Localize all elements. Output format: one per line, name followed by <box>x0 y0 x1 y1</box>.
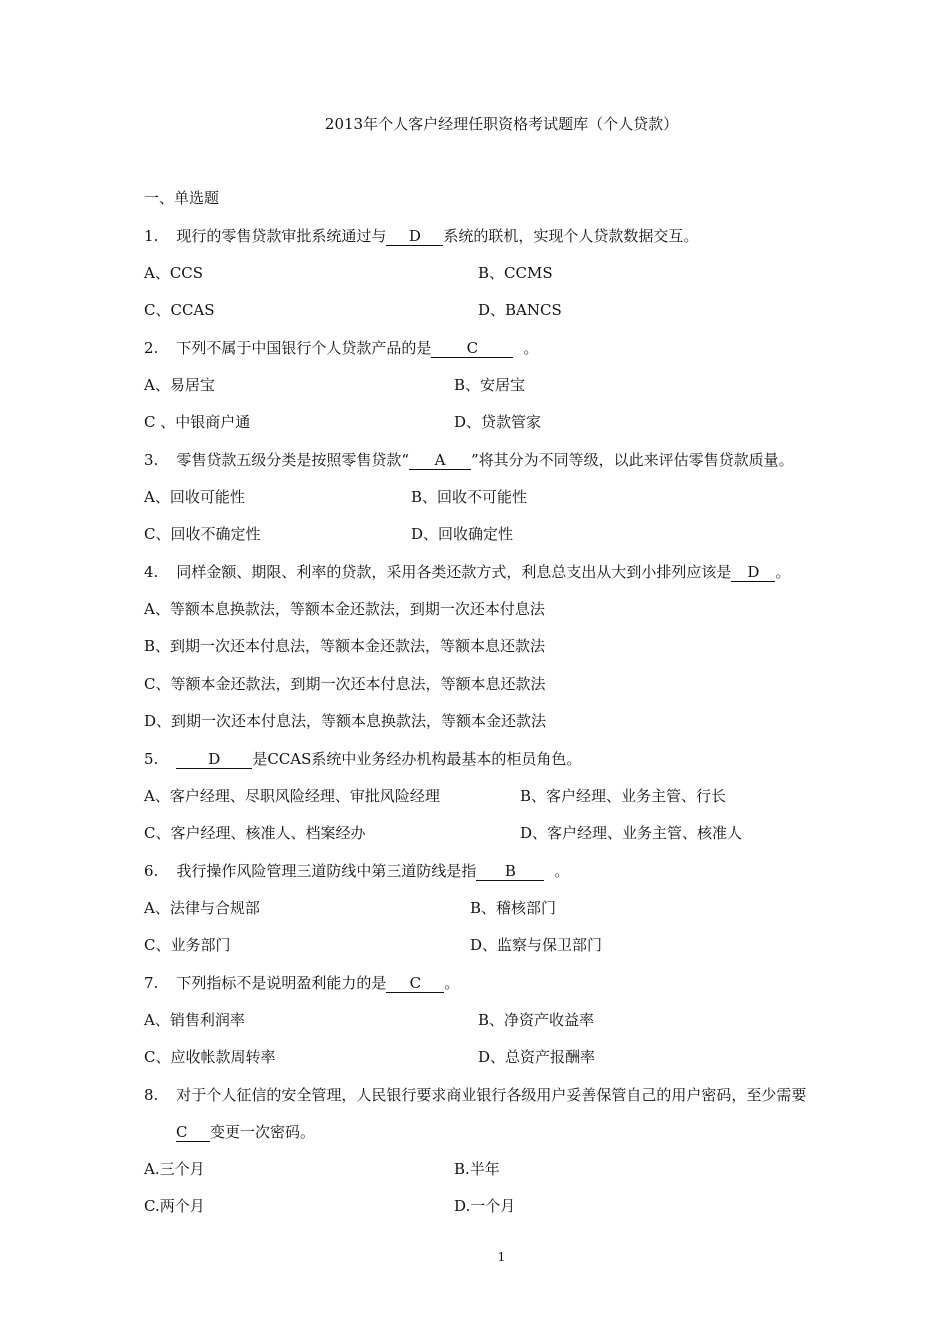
question-text: 同样金额、期限、利率的贷款，采用各类还款方式，利息总支出从大到小排列应该是 <box>176 563 732 581</box>
option-a: A、CCS <box>144 264 204 282</box>
question-8 <box>144 1085 806 1105</box>
answer-blank: D <box>731 564 775 582</box>
section-heading: 一、单选题 <box>144 189 220 207</box>
option-a: A、法律与合规部 <box>144 899 260 917</box>
option-c: C 、中银商户通 <box>144 413 251 431</box>
option-a: A、易居宝 <box>144 376 215 394</box>
option-b: B、到期一次还本付息法，等额本金还款法，等额本息还款法 <box>144 637 546 655</box>
question-text: 我行操作风险管理三道防线中第三道防线是指 <box>176 862 477 880</box>
option-c: C、回收不确定性 <box>144 525 261 543</box>
question-text-tail: 。 <box>775 563 791 581</box>
option-a: A、等额本息换款法，等额本金还款法，到期一次还本付息法 <box>144 600 545 618</box>
option-a: A.三个月 <box>144 1160 205 1178</box>
question-number: 8. <box>144 1086 159 1104</box>
question-3 <box>144 450 794 470</box>
answer-blank: C <box>431 340 513 358</box>
answer-blank: D <box>176 751 252 769</box>
question-text: 零售贷款五级分类是按照零售贷款“ <box>176 451 409 469</box>
option-b: B、净资产收益率 <box>478 1011 595 1029</box>
answer-blank: A <box>409 452 471 470</box>
page-number: 1 <box>497 1250 506 1264</box>
question-7 <box>144 973 459 993</box>
option-c: C、等额本金还款法，到期一次还本付息法，等额本息还款法 <box>144 675 546 693</box>
question-text-tail: 。 <box>523 339 539 357</box>
question-8-continuation <box>176 1122 315 1142</box>
option-c: C、客户经理、核准人、档案经办 <box>144 824 366 842</box>
question-text-tail: 。 <box>554 862 570 880</box>
question-text: 现行的零售贷款审批系统通过与 <box>176 227 387 245</box>
option-d: D、回收确定性 <box>411 525 514 543</box>
question-number: 7. <box>144 974 159 992</box>
option-c: C.两个月 <box>144 1197 205 1215</box>
question-text-tail: ”将其分为不同等级，以此来评估零售贷款质量。 <box>470 451 794 469</box>
option-d: D、到期一次还本付息法，等额本息换款法，等额本金还款法 <box>144 712 547 730</box>
option-d: D、总资产报酬率 <box>478 1048 596 1066</box>
option-b: B、回收不可能性 <box>411 488 528 506</box>
answer-blank: C <box>386 975 444 993</box>
question-text-tail: 变更一次密码。 <box>210 1123 316 1141</box>
question-number: 4. <box>144 563 159 581</box>
option-c: C、业务部门 <box>144 936 231 954</box>
answer-blank: D <box>386 228 443 246</box>
option-d: D.一个月 <box>454 1197 516 1215</box>
option-b: B、客户经理、业务主管、行长 <box>520 787 727 805</box>
option-c: C、CCAS <box>144 301 215 319</box>
question-number: 5. <box>144 750 159 768</box>
option-b: B、安居宝 <box>454 376 526 394</box>
question-number: 1. <box>144 227 159 245</box>
option-c: C、应收帐款周转率 <box>144 1048 276 1066</box>
document-title: 2013年个人客户经理任职资格考试题库（个人贷款） <box>324 115 679 133</box>
option-d: D、监察与保卫部门 <box>470 936 603 954</box>
option-b: B、CCMS <box>478 264 553 282</box>
answer-blank: C <box>176 1124 210 1142</box>
question-2 <box>144 338 538 358</box>
option-a: A、销售利润率 <box>144 1011 245 1029</box>
question-number: 2. <box>144 339 159 357</box>
option-d: D、客户经理、业务主管、核准人 <box>520 824 743 842</box>
question-number: 3. <box>144 451 159 469</box>
question-text-tail: 。 <box>444 974 460 992</box>
question-text-tail: 是CCAS系统中业务经办机构最基本的柜员角色。 <box>252 750 582 768</box>
question-text: 下列不属于中国银行个人贷款产品的是 <box>176 339 432 357</box>
question-number: 6. <box>144 862 159 880</box>
answer-blank: B <box>476 863 544 881</box>
question-text: 对于个人征信的安全管理，人民银行要求商业银行各级用户妥善保管自己的用户密码，至少需要 <box>176 1086 807 1104</box>
question-4 <box>144 562 790 582</box>
option-d: D、BANCS <box>478 301 562 319</box>
question-6 <box>144 861 569 881</box>
option-a: A、回收可能性 <box>144 488 245 506</box>
option-d: D、贷款管家 <box>454 413 542 431</box>
option-a: A、客户经理、尽职风险经理、审批风险经理 <box>144 787 440 805</box>
question-5 <box>144 749 581 769</box>
option-b: B.半年 <box>454 1160 500 1178</box>
question-text: 下列指标不是说明盈利能力的是 <box>176 974 387 992</box>
question-text-tail: 系统的联机，实现个人贷款数据交互。 <box>443 227 699 245</box>
question-1 <box>144 226 698 246</box>
option-b: B、稽核部门 <box>470 899 557 917</box>
